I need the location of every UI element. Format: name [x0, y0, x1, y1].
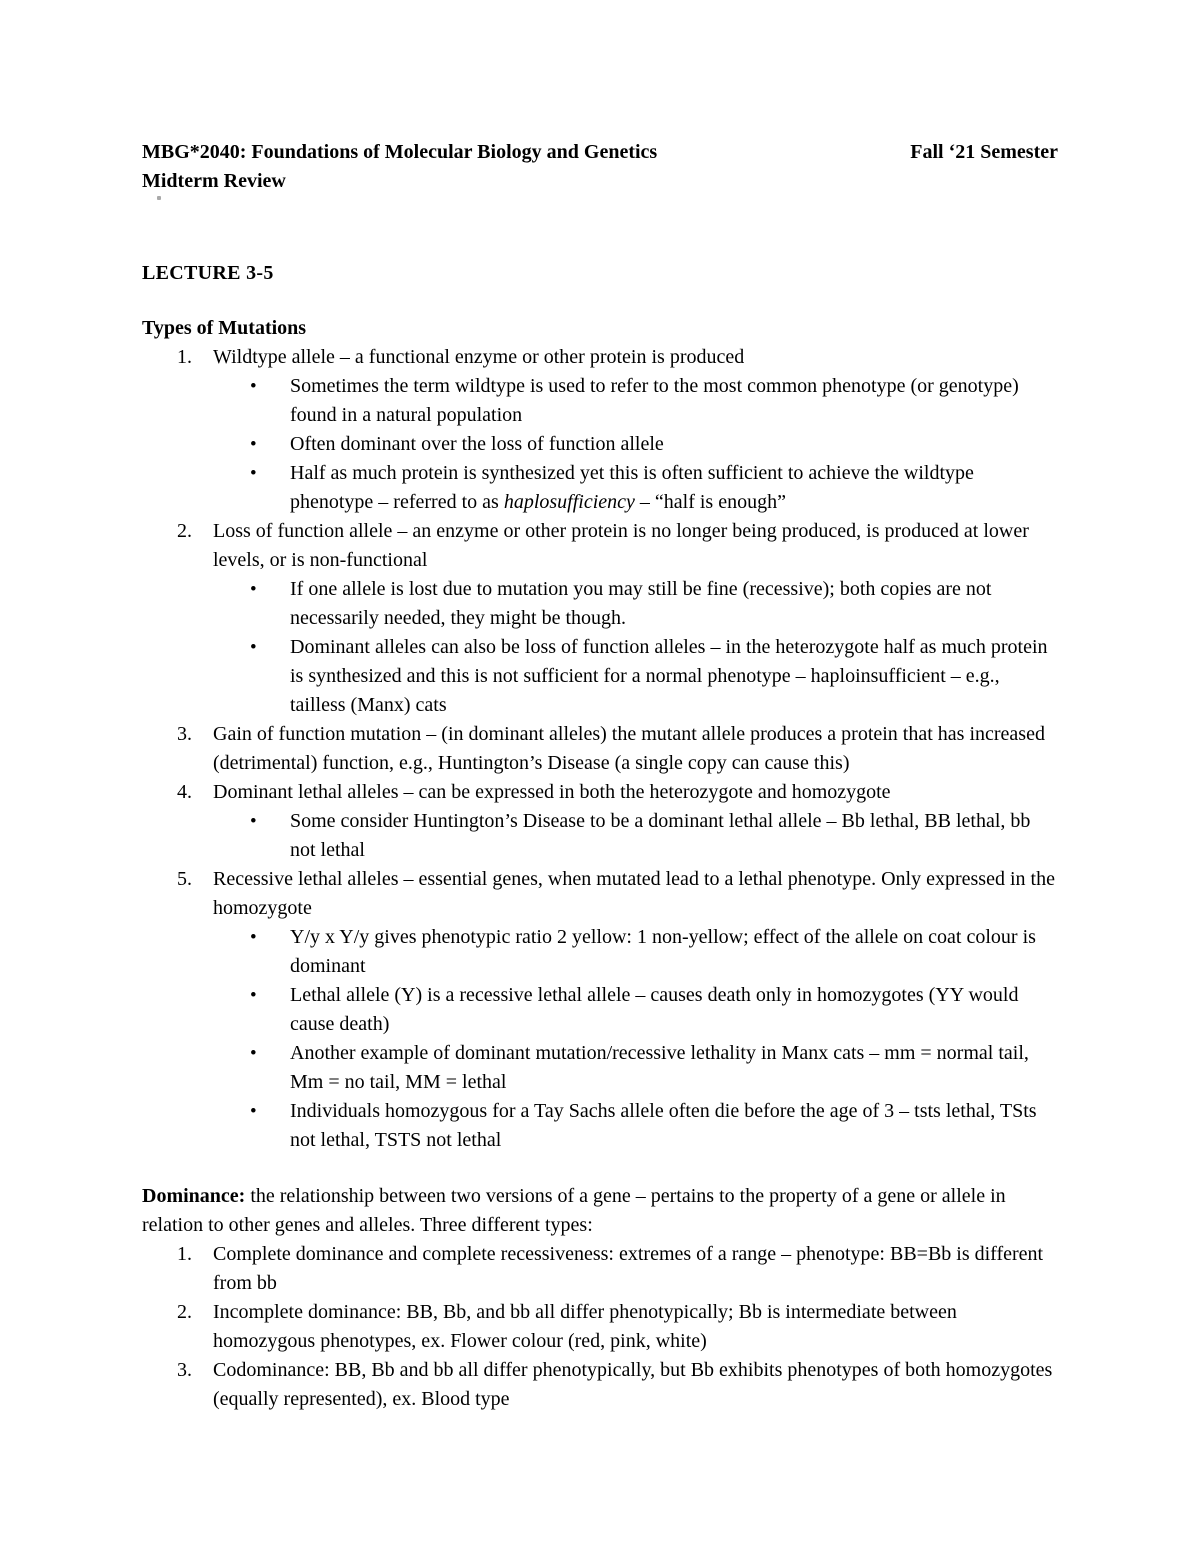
document-subtitle: Midterm Review [142, 170, 286, 192]
item-number: 2. [177, 1301, 192, 1323]
semester-label: Fall ‘21 Semester [910, 141, 1058, 163]
section-heading-types-of-mutations: Types of Mutations [142, 317, 307, 339]
bullet-icon: • [250, 1043, 257, 1064]
bullet-icon: • [250, 1101, 257, 1122]
italic-term-haplosufficiency: haplosufficiency [503, 491, 635, 513]
bullet-text-run: – “half is enough” [634, 491, 786, 513]
item-text: Gain of function mutation – (in dominant alleles) the mutant allele produces a protein that has increased (detrimental) function, e.g., Huntington’s Disease (a single copy can cause this) [213, 723, 1045, 774]
item-number: 5. [177, 868, 192, 890]
item-number: 1. [177, 1243, 192, 1265]
bullet-text: Some consider Huntington’s Disease to be a dominant lethal allele – Bb lethal, BB lethal, bb not lethal [290, 810, 1031, 861]
item-text: Wildtype allele – a functional enzyme or other protein is produced [213, 346, 745, 368]
course-title: MBG*2040: Foundations of Molecular Biology and Genetics [142, 141, 658, 163]
numbered-item-dominant-lethal [142, 778, 1058, 865]
numbered-item-complete-dominance [142, 1240, 1058, 1298]
item-number: 1. [177, 346, 192, 368]
dominance-list [142, 1240, 1058, 1414]
lecture-heading: LECTURE 3-5 [142, 262, 274, 284]
numbered-item-wildtype [142, 343, 1058, 517]
bullet-text: If one allele is lost due to mutation you may still be fine (recessive); both copies are not necessarily needed, they might be though. [290, 578, 992, 629]
bullet-item [250, 1039, 1058, 1097]
item-number: 3. [177, 723, 192, 745]
bullet-item [250, 575, 1058, 633]
bullet-icon: • [250, 579, 257, 600]
bullet-icon: • [250, 637, 257, 658]
item-text: Codominance: BB, Bb and bb all differ phenotypically, but Bb exhibits phenotypes of both homozygotes (equally represented), ex. Blood type [213, 1359, 1053, 1410]
numbered-item-codominance [142, 1356, 1058, 1414]
dominance-paragraph [142, 1182, 1058, 1240]
stray-mark [157, 196, 161, 200]
bullet-text: Dominant alleles can also be loss of function alleles – in the heterozygote half as much protein is synthesized and this is not sufficient for a normal phenotype – haploinsufficient – e.g., tailless (Manx) cats [290, 636, 1048, 716]
bullet-item [250, 807, 1058, 865]
numbered-item-gain-of-function [142, 720, 1058, 778]
bullet-icon: • [250, 434, 257, 455]
bullet-icon: • [250, 376, 257, 397]
dominance-definition: the relationship between two versions of a gene – pertains to the property of a gene or allele in relation to other genes and alleles. Three different types: [142, 1185, 1006, 1236]
numbered-item-loss-of-function [142, 517, 1058, 720]
bullet-text: Often dominant over the loss of function allele [290, 433, 664, 455]
numbered-item-incomplete-dominance [142, 1298, 1058, 1356]
item-number: 4. [177, 781, 192, 803]
item-text: Complete dominance and complete recessiveness: extremes of a range – phenotype: BB=Bb is different from bb [213, 1243, 1044, 1294]
bullet-text: Lethal allele (Y) is a recessive lethal allele – causes death only in homozygotes (YY would cause death) [290, 984, 1019, 1035]
bullet-item [250, 372, 1058, 430]
bullet-text-run: Half as much protein is synthesized yet this is often sufficient to achieve the wildtype phenotype – referred to as [290, 462, 974, 513]
item-text: Loss of function allele – an enzyme or other protein is no longer being produced, is produced at lower levels, or is non-functional [213, 520, 1029, 571]
item-text: Dominant lethal alleles – can be expressed in both the heterozygote and homozygote [213, 781, 891, 803]
dominance-term: Dominance: [142, 1185, 246, 1207]
bullet-item [250, 633, 1058, 720]
bullet-item [250, 1097, 1058, 1155]
bullet-text: Another example of dominant mutation/recessive lethality in Manx cats – mm = normal tail, Mm = no tail, MM = lethal [290, 1042, 1029, 1093]
item-text: Recessive lethal alleles – essential genes, when mutated lead to a lethal phenotype. Only expressed in the homozygote [213, 868, 1055, 919]
item-text: Incomplete dominance: BB, Bb, and bb all differ phenotypically; Bb is intermediate between homozygous phenotypes, ex. Flower colour (red, pink, white) [213, 1301, 957, 1352]
bullet-icon: • [250, 463, 257, 484]
numbered-item-recessive-lethal [142, 865, 1058, 1155]
bullet-icon: • [250, 985, 257, 1006]
item-number: 3. [177, 1359, 192, 1381]
mutations-list [142, 343, 1058, 1155]
bullet-text: Y/y x Y/y gives phenotypic ratio 2 yellow: 1 non-yellow; effect of the allele on coat colour is dominant [290, 926, 1036, 977]
bullet-item [250, 981, 1058, 1039]
bullet-text [290, 459, 1058, 517]
bullet-text: Sometimes the term wildtype is used to refer to the most common phenotype (or genotype) found in a natural population [290, 375, 1019, 426]
bullet-text: Individuals homozygous for a Tay Sachs allele often die before the age of 3 – tsts lethal, TSts not lethal, TSTS not lethal [290, 1100, 1037, 1151]
bullet-item [250, 923, 1058, 981]
bullet-icon: • [250, 927, 257, 948]
bullet-item [250, 430, 1058, 459]
bullet-item [250, 459, 1058, 517]
document-header [142, 138, 1058, 167]
item-number: 2. [177, 520, 192, 542]
bullet-icon: • [250, 811, 257, 832]
